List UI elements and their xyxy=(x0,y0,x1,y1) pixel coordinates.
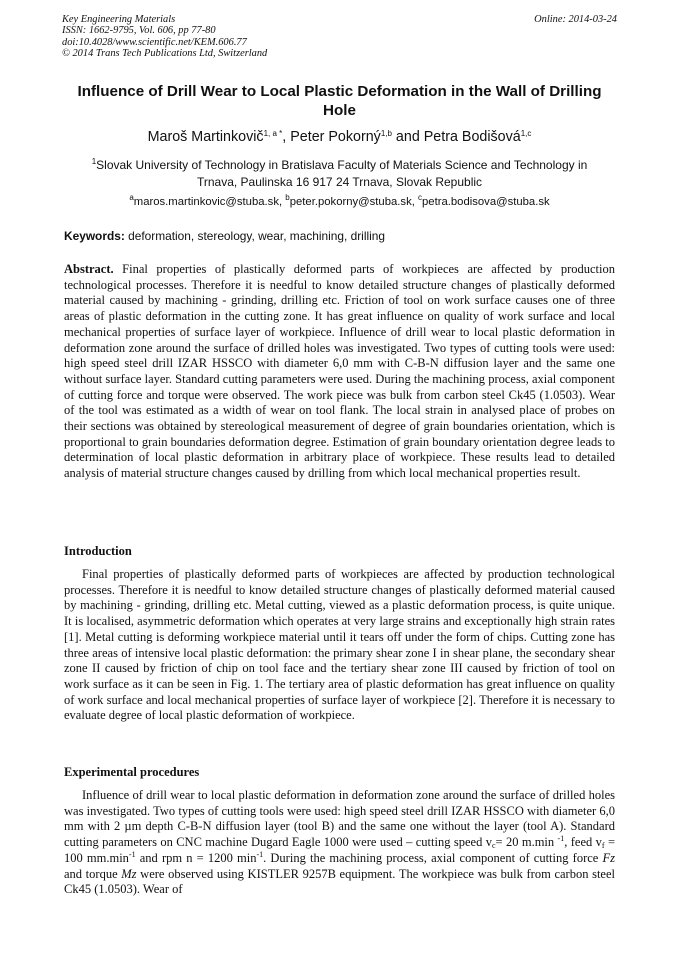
text-run: , feed v xyxy=(564,835,602,850)
affiliation-text: Slovak University of Technology in Bratislava Faculty of Materials Science and Technology in Trnava, Paulinska 16 917 24 Trnava, Slovak Republic xyxy=(96,158,588,189)
issn-line: ISSN: 1662-9795, Vol. 606, pp 77-80 xyxy=(62,25,216,37)
introduction-paragraph: Final properties of plastically deformed parts of workpieces are affected by production technological processes. Therefore it is needful to know detailed structure changes of plastically deformed material caused by machining - grinding, drilling etc. Metal cutting, viewed as a plastic deformation process, is quite unique. It is localised, asymmetric deformation which operates at very large strains and exceptionally high strain rates [1]. Metal cutting is deforming workpiece material until it tears off under the form of chips. Cutting zone has three areas of intensive local plastic deformation: the primary shear zone I in shear plane, the secondary shear zone II caused by friction of chip on tool face and the tertiary shear zone III caused by friction of tool on work surface as it can be seen in Fig. 1. The tertiary area of plastic deformation has great influence on quality of work surface and local mechanical properties of surface layer of workpiece [2]. Therefore it is necessary to evaluate degree of local plastic deformation of workpiece. xyxy=(64,567,615,723)
journal-header xyxy=(62,14,617,60)
abstract-text: Final properties of plastically deformed parts of workpieces are affected by production technological processes. Therefore it is needful to know detailed structure changes of plastically deformed material caused by machining - grinding, drilling etc. Friction of tool on work surface causes one of three areas of plastic deformation in the cutting zone. It has great influence on quality of work surface and local mechanical properties of surface layer of workpiece. Influence of drill wear to local plastic deformation in deformation zone around the surface of drilled holes was investigated. Two types of cutting tools were used: high speed steel drill IZAR HSSCO with diameter 6,0 mm with C-B-N diffusion layer and the same one without surface layer. Standard cutting parameters were used. During the machining process, axial component of cutting force and torque were observed. The work piece was bulk from carbon steel Ck45 (1.0503). Wear of the tool was estimated as a width of wear on tool flank. The local strain in analysed place of probes on their sections was obtained by stereological measurement of degree of grain boundaries orientation, which is proportional to grain boundaries deformation degree. Estimation of grain boundary orientation degree leads to determination of local plastic deformation in arbitrary place of workpiece. These results lead to detailed analysis of material structure changes caused by drilling from which local mechanical properties result. xyxy=(64,262,615,481)
email-mark: c xyxy=(418,193,422,202)
keywords xyxy=(64,229,616,244)
text-run: and torque xyxy=(64,866,122,881)
author-affiliation-mark: 1,c xyxy=(520,129,532,138)
paper-title: Influence of Drill Wear to Local Plastic Deformation in the Wall of Drilling Hole xyxy=(77,83,602,119)
text-run: Influence of drill wear to local plastic deformation in deformation zone around the surface of drilled holes was investigated. Two types of cutting tools were used: high speed steel drill IZAR HSSCO with diameter 6,0 mm with 2 µm depth C-B-N diffusion layer (tool B) and the same one without the layer (tool A). Standard cutting parameters on CNC machine Dugard Eagle 1000 were used – cutting speed v xyxy=(64,788,615,850)
journal-name: Key Engineering Materials xyxy=(62,14,176,25)
text-run: were observed using KISTLER 9257B equipment. The workpiece was bulk from carbon steel Ck45 (1.0503). Wear of xyxy=(64,866,616,897)
author-name: Peter Pokorný xyxy=(290,129,381,145)
text-run: and rpm n = 1200 min xyxy=(135,850,257,865)
keywords-text: deformation, stereology, wear, machining, drilling xyxy=(124,229,385,243)
abstract-label: Abstract. xyxy=(64,262,114,276)
math-symbol: Fz xyxy=(602,850,615,865)
doi-line: doi:10.4028/www.scientific.net/KEM.606.77 xyxy=(62,36,247,48)
email-separator: , xyxy=(278,196,286,208)
author-separator: and xyxy=(391,129,424,145)
affiliation-mark: 1 xyxy=(91,157,97,166)
copyright-line: © 2014 Trans Tech Publications Ltd, Switzerland xyxy=(62,48,268,60)
superscript: -1 xyxy=(557,834,565,844)
text-run: = 20 m.min xyxy=(495,835,558,850)
superscript: -1 xyxy=(256,849,264,859)
math-symbol: Mz xyxy=(121,866,137,881)
subscript: f xyxy=(601,841,605,851)
email-address: peter.pokorny@stuba.sk xyxy=(289,196,412,208)
abstract xyxy=(64,262,615,482)
experimental-paragraph xyxy=(64,788,615,898)
author-separator: , xyxy=(282,129,291,145)
text-run: . During the machining process, axial component of cutting force xyxy=(263,850,603,865)
text-run: = 100 mm.min xyxy=(64,835,616,865)
author-affiliation-mark: 1, a * xyxy=(263,129,283,138)
email-mark: a xyxy=(129,193,134,202)
email-mark: b xyxy=(285,193,290,202)
email-separator: , xyxy=(411,196,418,208)
experimental-heading: Experimental procedures xyxy=(64,765,200,779)
online-date: Online: 2014-03-24 xyxy=(534,14,617,25)
keywords-label: Keywords: xyxy=(64,229,125,243)
email-list xyxy=(62,195,617,209)
author-list xyxy=(62,128,617,146)
affiliation xyxy=(72,157,607,190)
email-address: maros.martinkovic@stuba.sk xyxy=(133,196,279,208)
author-name: Petra Bodišová xyxy=(423,129,521,145)
introduction-heading: Introduction xyxy=(64,544,132,558)
email-address: petra.bodisova@stuba.sk xyxy=(422,196,550,208)
author-affiliation-mark: 1,b xyxy=(380,129,392,138)
subscript: c xyxy=(491,841,496,851)
superscript: -1 xyxy=(128,849,136,859)
author-name: Maroš Martinkovič xyxy=(147,129,264,145)
